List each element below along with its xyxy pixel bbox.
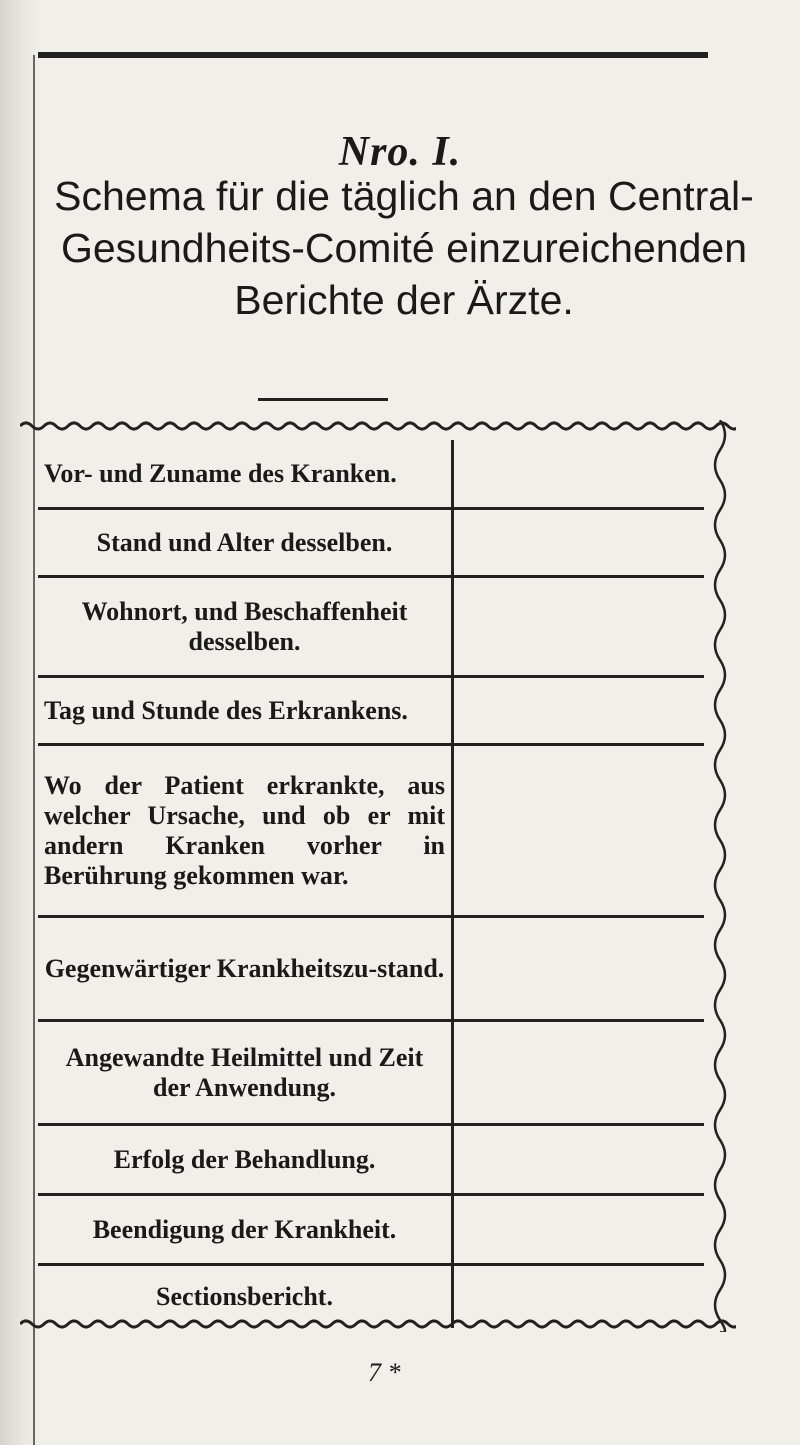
wavy-border-top bbox=[20, 420, 736, 432]
field-label: Wohnort, und Beschaffenheit desselben. bbox=[38, 578, 454, 675]
field-value bbox=[454, 746, 704, 915]
field-value bbox=[454, 1126, 704, 1193]
field-label: Wo der Patient erkrankte, aus welcher Ursache, und ob er mit andern Kranken vorher in Berührung gekommen war. bbox=[38, 746, 454, 915]
field-label: Tag und Stunde des Erkrankens. bbox=[38, 678, 454, 743]
field-value bbox=[454, 440, 704, 507]
field-label: Gegenwärtiger Krankheitszu-stand. bbox=[38, 918, 454, 1019]
field-label: Sectionsbericht. bbox=[38, 1266, 454, 1328]
wavy-border-bottom bbox=[20, 1318, 736, 1330]
field-label: Angewandte Heilmittel und Zeit der Anwendung. bbox=[38, 1022, 454, 1123]
table-row bbox=[38, 1022, 704, 1126]
field-value bbox=[454, 578, 704, 675]
document-number: Nro. I. bbox=[338, 129, 462, 175]
page-number: 7 * bbox=[368, 1358, 401, 1387]
table-row bbox=[38, 1126, 704, 1196]
field-label: Vor- und Zuname des Kranken. bbox=[38, 440, 454, 507]
right-brace-border bbox=[712, 420, 736, 1332]
field-value bbox=[454, 1196, 704, 1263]
divider-rule bbox=[258, 398, 388, 401]
binding-line bbox=[33, 55, 35, 1445]
table-row bbox=[38, 510, 704, 578]
top-rule bbox=[38, 52, 708, 58]
table-row bbox=[38, 1196, 704, 1266]
table-row bbox=[38, 746, 704, 918]
table-row bbox=[38, 678, 704, 746]
table-row bbox=[38, 578, 704, 678]
title-line-3: Berichte der Ärzte. bbox=[234, 277, 574, 323]
field-label: Erfolg der Behandlung. bbox=[38, 1126, 454, 1193]
field-label: Stand und Alter desselben. bbox=[38, 510, 454, 575]
field-value bbox=[454, 918, 704, 1019]
table-row bbox=[38, 918, 704, 1022]
field-value bbox=[454, 1022, 704, 1123]
field-value bbox=[454, 510, 704, 575]
title-line-1: Schema für die täglich an den Central- bbox=[54, 173, 754, 219]
field-label: Beendigung der Krankheit. bbox=[38, 1196, 454, 1263]
title-line-2: Gesundheits-Comité einzureichenden bbox=[60, 225, 747, 271]
table-row bbox=[38, 440, 704, 510]
field-value bbox=[454, 678, 704, 743]
report-form-table bbox=[38, 440, 704, 1328]
